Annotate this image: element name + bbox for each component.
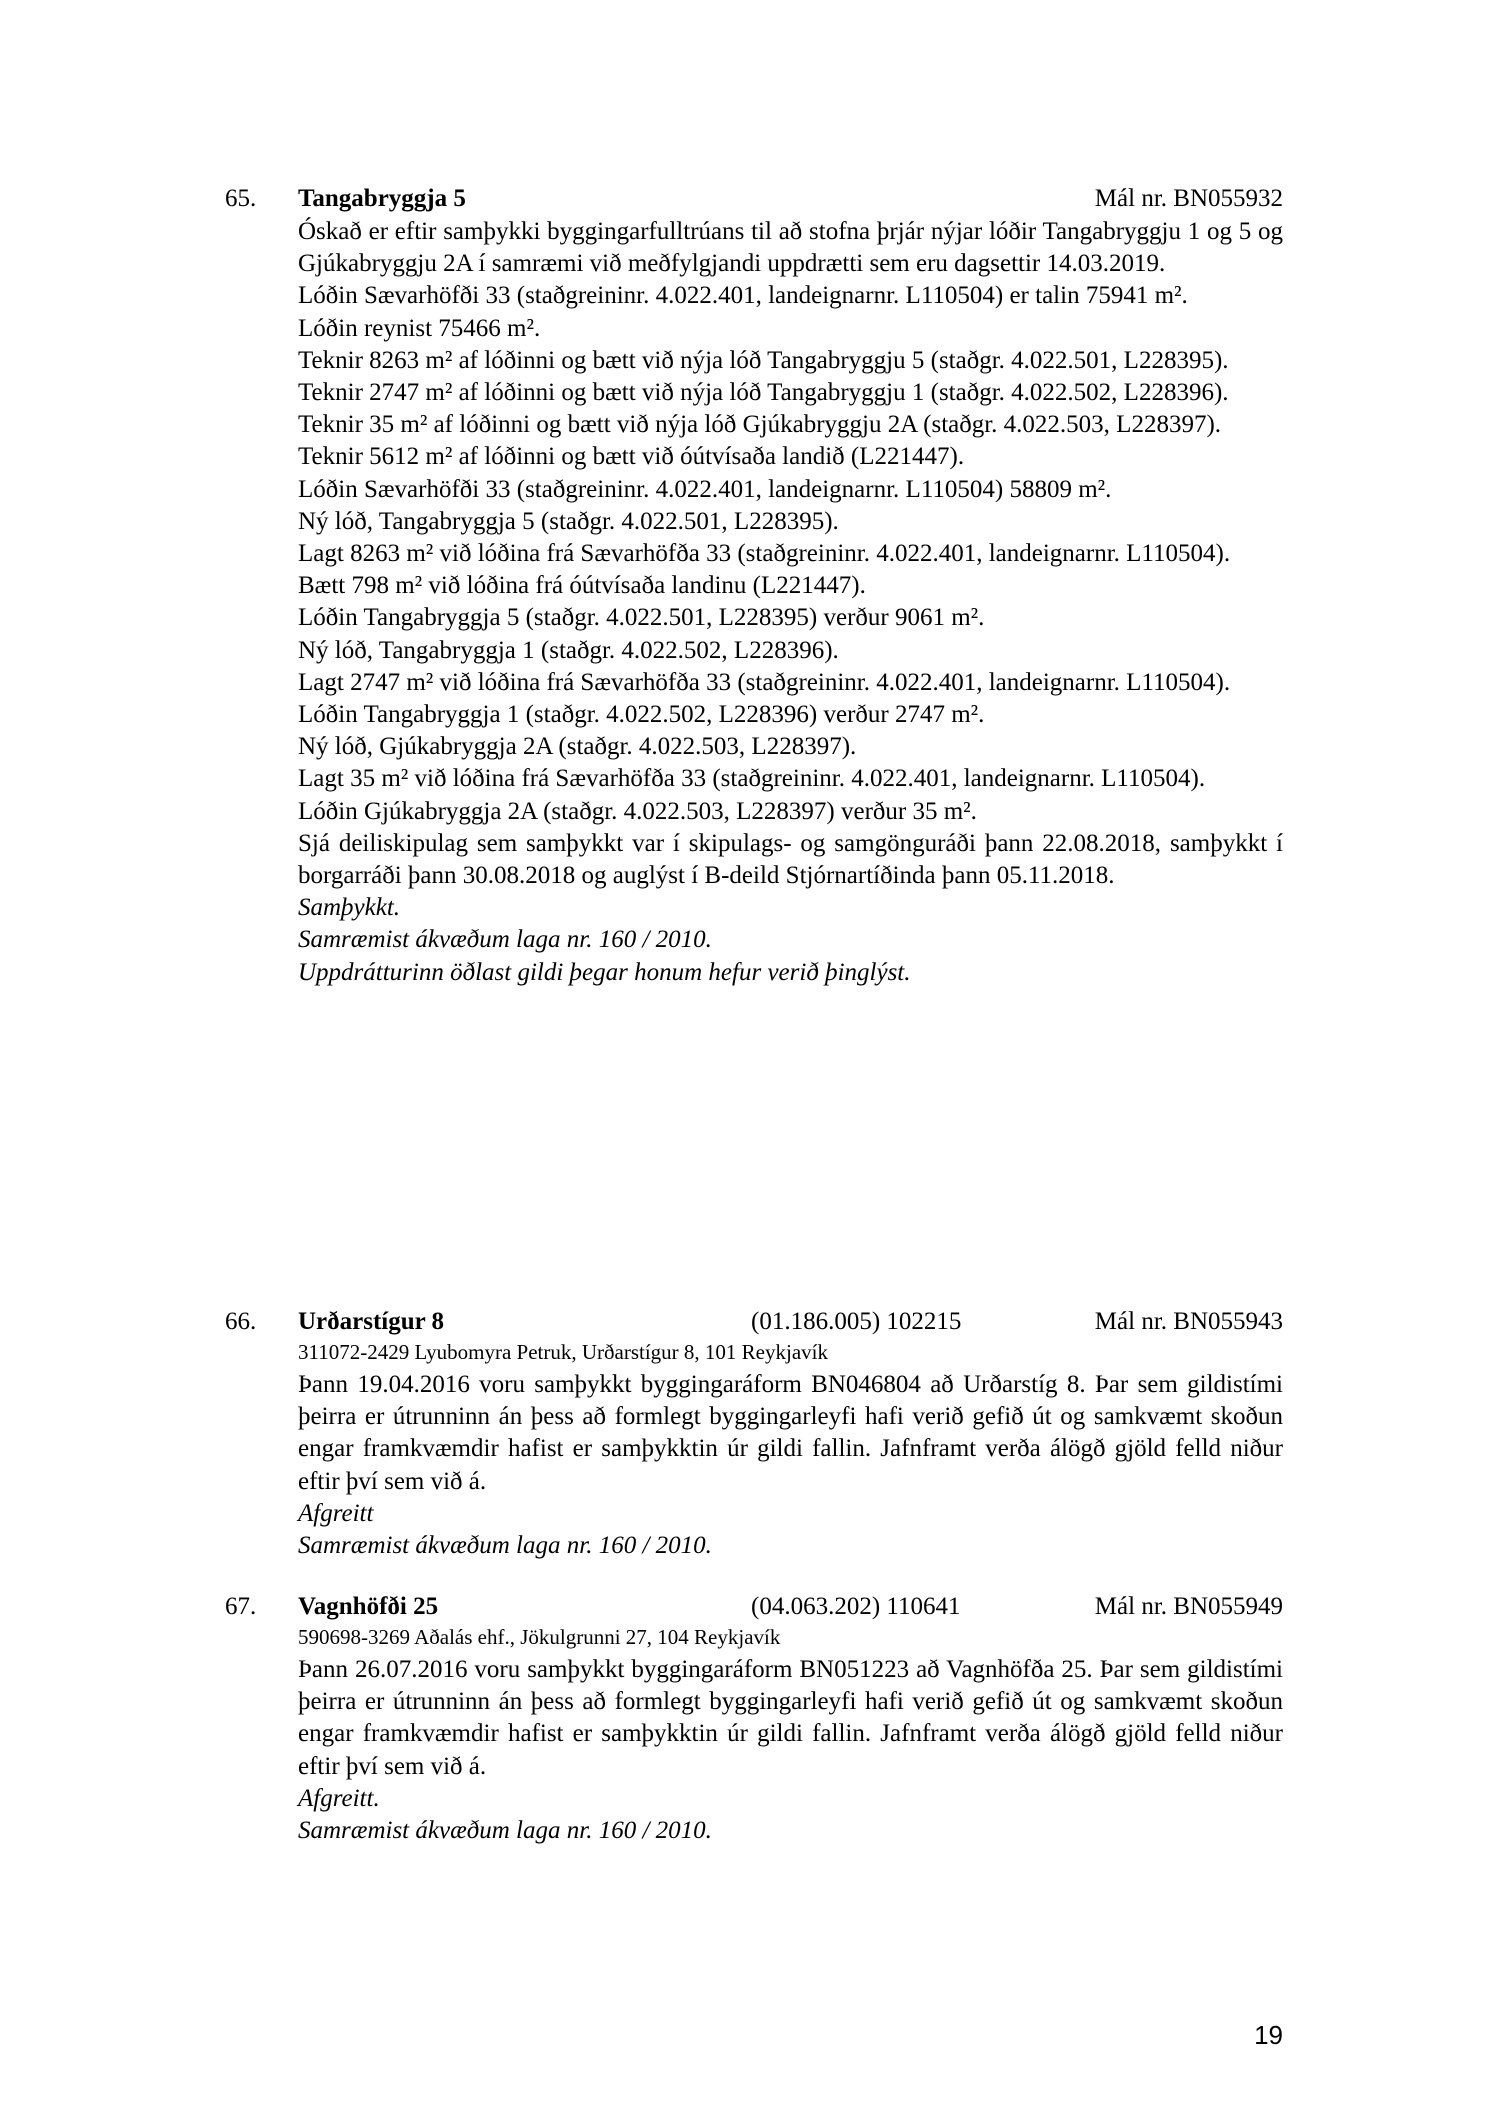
- item-paragraph: Teknir 5612 m² af lóðinni og bætt við óútvísaða landið (L221447).: [298, 443, 965, 471]
- applicant-line: 311072-2429 Lyubomyra Petruk, Urðarstígur 8, 101 Reykjavík: [298, 1340, 828, 1364]
- item-paragraph: Lagt 2747 m² við lóðina frá Sævarhöfða 33 (staðgreininr. 4.022.401, landeignarnr. L110504).: [298, 668, 1231, 696]
- item-paragraph: Bætt 798 m² við lóðina frá óútvísaða landinu (L221447).: [298, 572, 866, 600]
- item-header: [225, 182, 1283, 216]
- item-number: 65.: [225, 185, 257, 212]
- item-number: 67.: [225, 1593, 257, 1620]
- decision-line: Samræmist ákvæðum laga nr. 160 / 2010.: [298, 1532, 712, 1560]
- item-body: [298, 1624, 1283, 1847]
- item-header: [225, 1305, 1283, 1339]
- agenda-item-66: [225, 1305, 1283, 1562]
- decision-line: Samræmist ákvæðum laga nr. 160 / 2010.: [298, 926, 712, 954]
- item-number: 66.: [225, 1308, 257, 1335]
- decision-line: Uppdrátturinn öðlast gildi þegar honum hefur verið þinglýst.: [298, 958, 911, 986]
- item-paragraph: Lóðin Tangabryggja 1 (staðgr. 4.022.502, L228396) verður 2747 m².: [298, 701, 985, 729]
- page-number: 19: [1254, 2020, 1283, 2050]
- item-paragraph: Þann 26.07.2016 voru samþykkt byggingaráform BN051223 að Vagnhöfða 25. Þar sem gildistími þeirra er útrunninn án þess að formlegt byggingarleyfi hafi verið gefið út og samkvæmt skoðun engar framkvæmdir hafist er samþykktin úr gildi fallin. Jafnframt verða álögð gjöld felld niður eftir því sem við á.: [298, 1656, 1283, 1780]
- agenda-item-65: [225, 182, 1283, 989]
- property-reference: (01.186.005) 102215: [751, 1308, 962, 1335]
- property-reference: (04.063.202) 110641: [751, 1593, 961, 1620]
- case-number: Mál nr. BN055949: [1094, 1593, 1283, 1620]
- decision-line: Afgreitt: [298, 1499, 374, 1527]
- item-body: [298, 216, 1283, 989]
- decision-line: Samræmist ákvæðum laga nr. 160 / 2010.: [298, 1817, 712, 1845]
- item-title: Vagnhöfði 25: [298, 1593, 439, 1620]
- decision-line: Afgreitt.: [298, 1784, 380, 1812]
- item-paragraph: Teknir 35 m² af lóðinni og bætt við nýja lóð Gjúkabryggju 2A (staðgr. 4.022.503, L228397).: [298, 411, 1222, 439]
- decision-line: Samþykkt.: [298, 894, 401, 922]
- item-title: Urðarstígur 8: [298, 1308, 445, 1335]
- item-paragraph: Ný lóð, Tangabryggja 5 (staðgr. 4.022.501, L228395).: [298, 507, 839, 535]
- item-paragraph: Lagt 35 m² við lóðina frá Sævarhöfða 33 (staðgreininr. 4.022.401, landeignarnr. L110504).: [298, 765, 1206, 793]
- item-paragraph: Lóðin Tangabryggja 5 (staðgr. 4.022.501, L228395) verður 9061 m².: [298, 604, 985, 632]
- item-paragraph: Lóðin reynist 75466 m².: [298, 314, 541, 342]
- case-number: Mál nr. BN055943: [1094, 1308, 1283, 1335]
- item-header: [225, 1590, 1283, 1624]
- case-number: Mál nr. BN055932: [1094, 185, 1283, 212]
- agenda-item-67: [225, 1590, 1283, 1847]
- item-paragraph: Lóðin Gjúkabryggja 2A (staðgr. 4.022.503, L228397) verður 35 m².: [298, 797, 977, 825]
- item-paragraph: Lóðin Sævarhöfði 33 (staðgreininr. 4.022.401, landeignarnr. L110504) er talin 75941 m².: [298, 282, 1188, 310]
- item-title: Tangabryggja 5: [298, 185, 466, 212]
- item-paragraph: Sjá deiliskipulag sem samþykkt var í skipulags- og samgönguráði þann 22.08.2018, samþykkt í borgarráði þann 30.08.2018 og auglýst í B-deild Stjórnartíðinda þann 05.11.2018.: [298, 829, 1283, 890]
- applicant-line: 590698-3269 Aðalás ehf., Jökulgrunni 27, 104 Reykjavík: [298, 1625, 781, 1649]
- item-paragraph: Ný lóð, Gjúkabryggja 2A (staðgr. 4.022.503, L228397).: [298, 733, 857, 761]
- item-paragraph: Ný lóð, Tangabryggja 1 (staðgr. 4.022.502, L228396).: [298, 636, 839, 664]
- item-paragraph: Lagt 8263 m² við lóðina frá Sævarhöfða 33 (staðgreininr. 4.022.401, landeignarnr. L110504).: [298, 540, 1231, 568]
- item-paragraph: Teknir 2747 m² af lóðinni og bætt við nýja lóð Tangabryggju 1 (staðgr. 4.022.502, L228396).: [298, 379, 1229, 407]
- item-paragraph: Lóðin Sævarhöfði 33 (staðgreininr. 4.022.401, landeignarnr. L110504) 58809 m².: [298, 475, 1112, 503]
- item-paragraph: Óskað er eftir samþykki byggingarfulltrúans til að stofna þrjár nýjar lóðir Tangabryggju 1 og 5 og Gjúkabryggju 2A í samræmi við meðfylgjandi uppdrætti sem eru dagsettir 14.03.2019.: [298, 218, 1283, 278]
- item-body: [298, 1339, 1283, 1562]
- item-paragraph: Teknir 8263 m² af lóðinni og bætt við nýja lóð Tangabryggju 5 (staðgr. 4.022.501, L228395).: [298, 346, 1229, 374]
- item-paragraph: Þann 19.04.2016 voru samþykkt byggingaráform BN046804 að Urðarstíg 8. Þar sem gildistími þeirra er útrunninn án þess að formlegt byggingarleyfi hafi verið gefið út og samkvæmt skoðun engar framkvæmdir hafist er samþykktin úr gildi fallin. Jafnframt verða álögð gjöld felld niður eftir því sem við á.: [298, 1371, 1283, 1495]
